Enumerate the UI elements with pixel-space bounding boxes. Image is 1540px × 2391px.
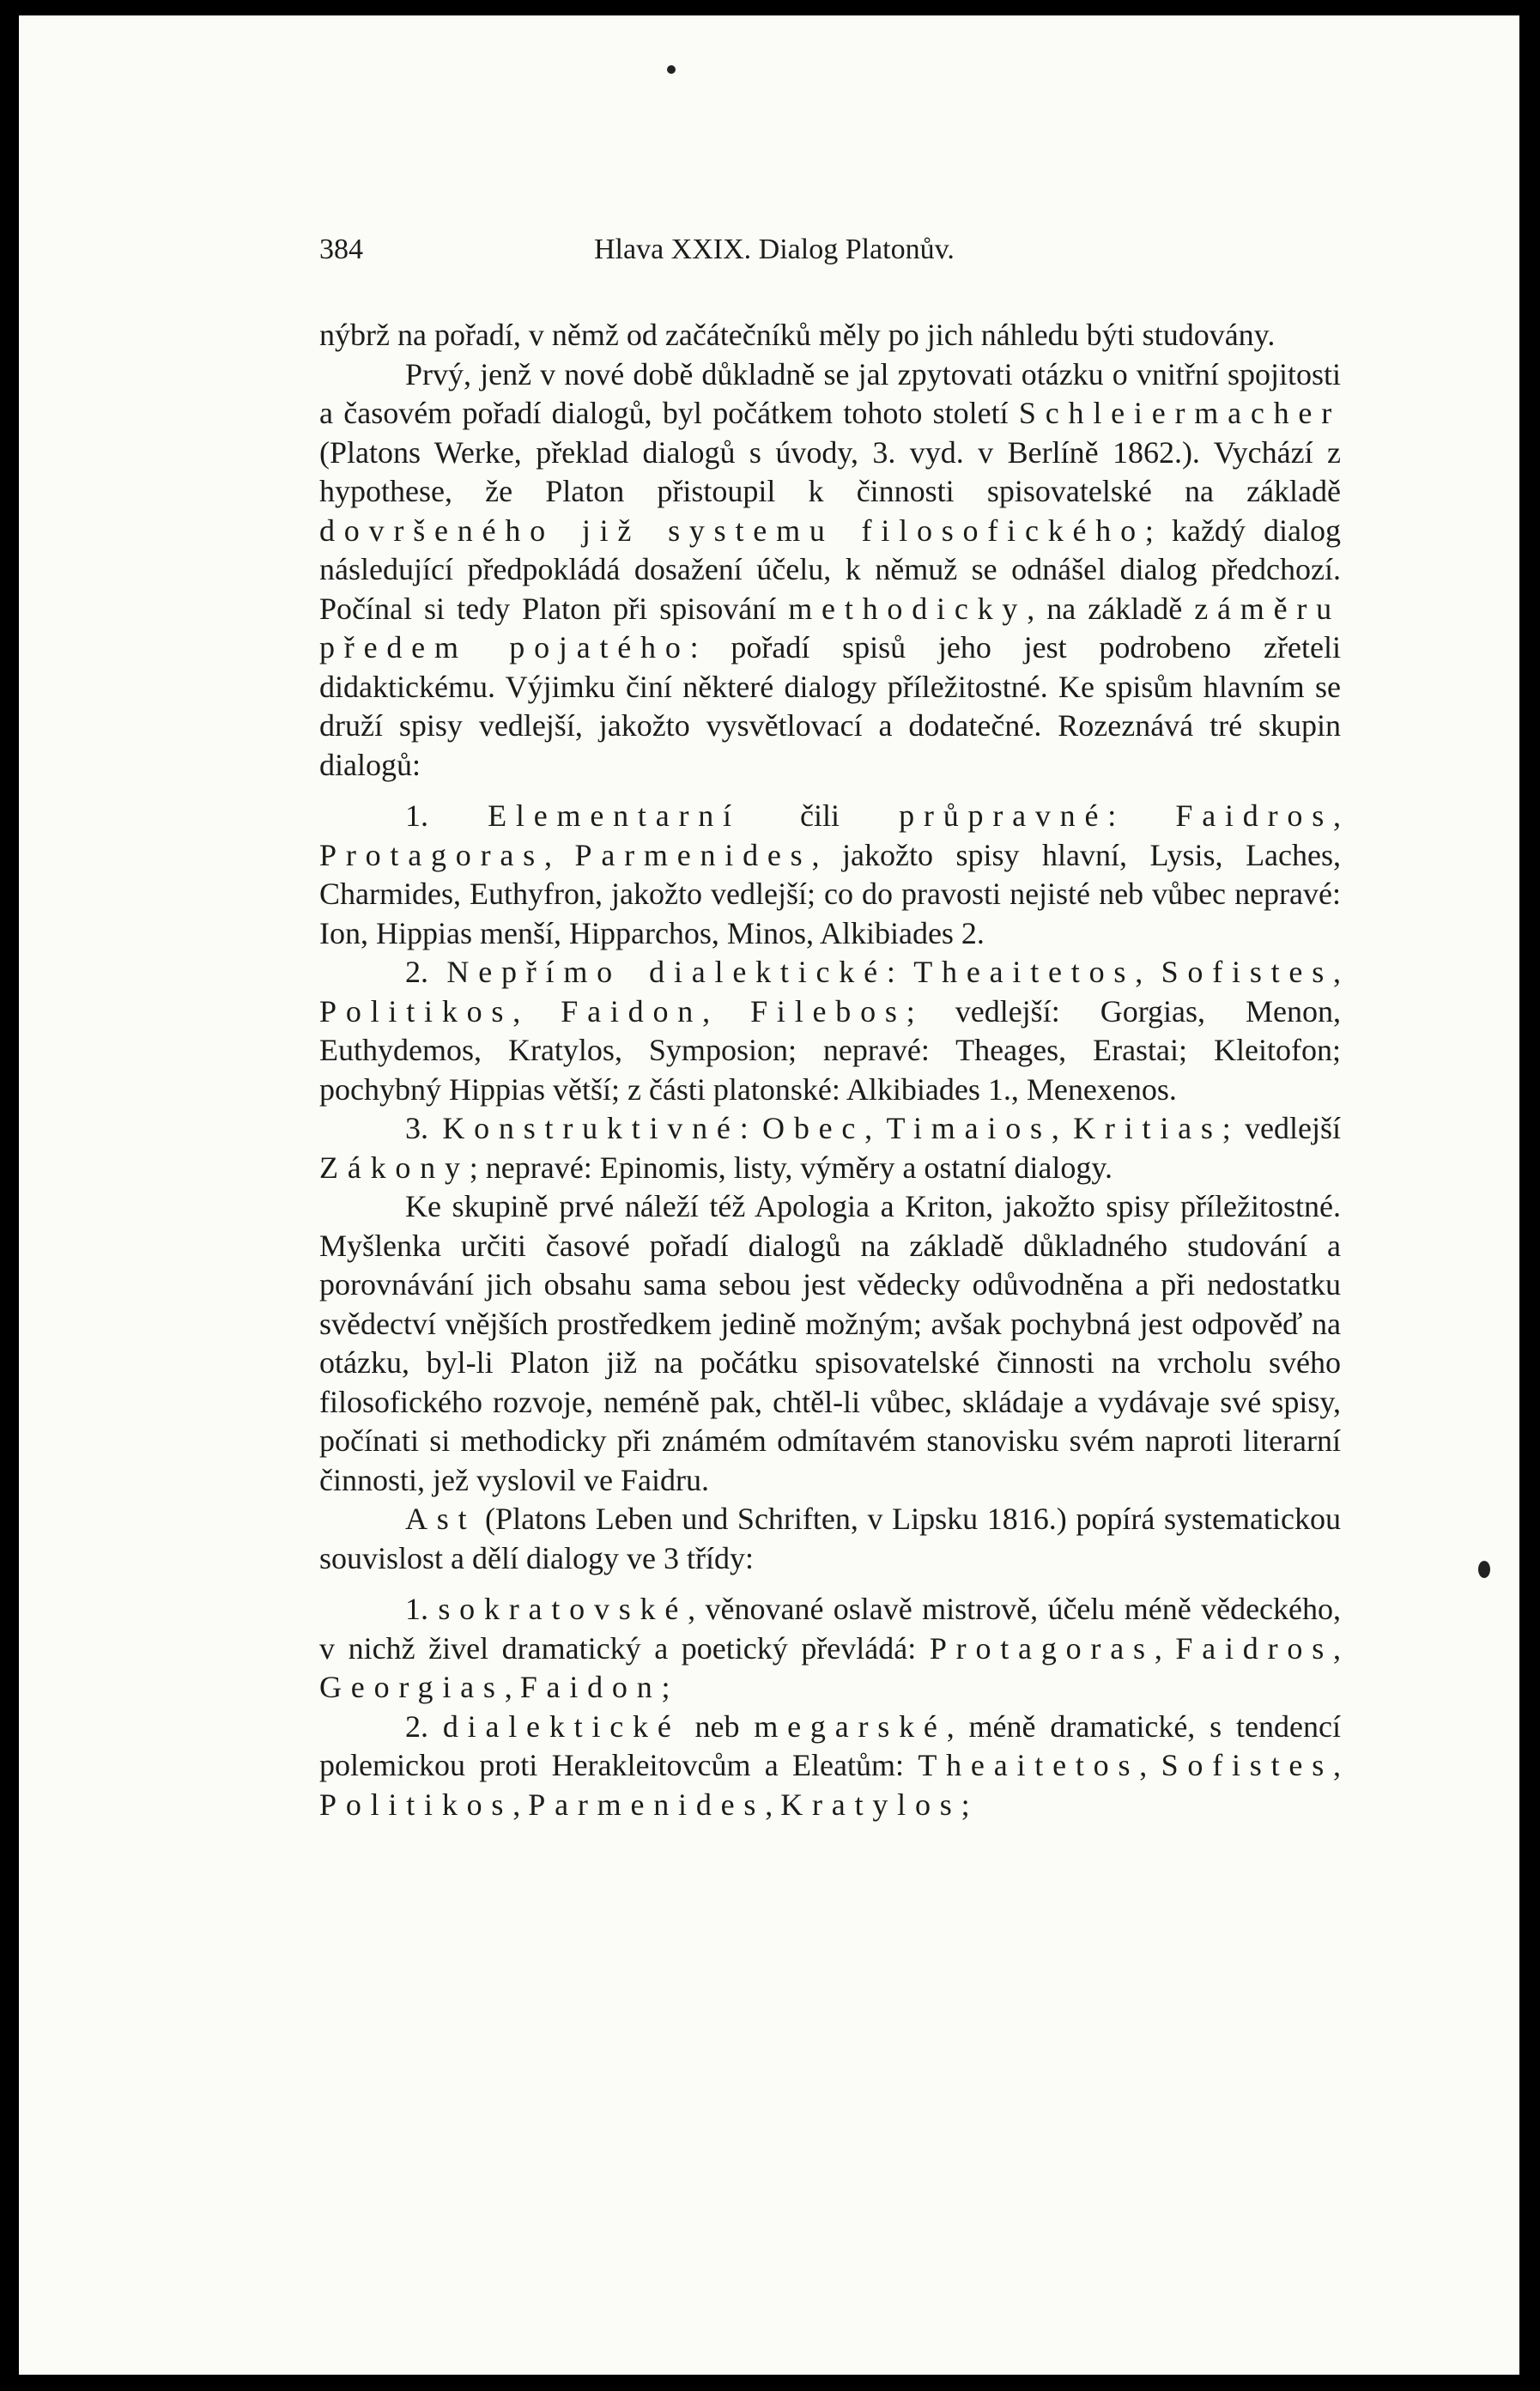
spaced-emphasis: Obec [762, 1111, 865, 1145]
paragraph [319, 953, 1341, 1109]
text-run: , [864, 1111, 887, 1145]
text-run: , [702, 993, 751, 1029]
spaced-emphasis: methodicky [788, 591, 1028, 626]
running-title: Hlava XXIX. Dialog Platonův. [594, 234, 955, 265]
paragraph [319, 1500, 1341, 1578]
text-run: čili [740, 798, 900, 833]
paragraph [319, 1708, 1341, 1825]
text-run: 2. [405, 1708, 443, 1744]
text-run: , [504, 1670, 520, 1704]
spaced-emphasis: Faidros [1175, 798, 1334, 833]
text-run: (Platons Leben und Schriften, v Lipsku 1816.) popírá systematickou souvislost a dělí dialogy ve 3 třídy: [319, 1502, 1341, 1575]
spaced-emphasis: Filebos [750, 993, 906, 1029]
text-run: : pořadí spisů jeho jest podrobeno zřeteli didaktickému. Výjimku činí některé dialogy příležitostné. Ke spisům hlavním se druží spisy vedlejší, jakožto vysvětlovací a dodatečné. Rozeznává tré skupin dialogů: [319, 630, 1341, 782]
text-run: , [1051, 1111, 1074, 1145]
text-run: : [886, 955, 914, 989]
spaced-emphasis: Theaitetos [913, 955, 1136, 989]
spaced-emphasis: dialektické [442, 1708, 681, 1744]
paragraph [319, 1187, 1341, 1500]
body-text [319, 316, 1341, 1824]
spaced-emphasis: Theaitetos [918, 1748, 1140, 1782]
spaced-emphasis: Elementarní [488, 798, 741, 833]
text-run: , [512, 993, 561, 1029]
text-run: , [1333, 798, 1342, 833]
spaced-emphasis: Kratylos [780, 1787, 961, 1822]
text-run: ; [661, 1670, 670, 1704]
text-run: , méně dramatické, s tendencí polemickou proti Herakleitovcům a Eleatům: [319, 1708, 1341, 1782]
paragraph [319, 797, 1341, 953]
text-run: Prvý, jenž v nové době důkladně se jal zpytovati otázku o vnitřní spojitosti a časovém pořadí dialogů, byl počátkem tohoto století [319, 356, 1341, 430]
spaced-emphasis: Faidros [1175, 1630, 1334, 1666]
text-run: , [512, 1787, 529, 1822]
spaced-emphasis: Politikos [319, 1787, 513, 1822]
text-run: , [1333, 1630, 1342, 1666]
text-run: , na základě [1027, 591, 1195, 626]
text-run: 1. [405, 1592, 439, 1626]
scan-speck [1478, 1561, 1490, 1578]
spaced-emphasis: Protagoras [929, 1630, 1155, 1666]
page-number: 384 [319, 234, 363, 265]
spaced-emphasis: průpravné [899, 798, 1108, 833]
text-run: ; každý dialog následující předpokládá dosažení účelu, k němuž se odnášel dialog předchozí. Počínal si tedy Platon při spisování [319, 513, 1341, 626]
text-run: , [765, 1787, 781, 1822]
paragraph [319, 1590, 1341, 1708]
text-run: 1. [405, 798, 488, 833]
text-run: Ke skupině prvé náleží též Apologia a Kriton, jakožto spisy příležitostné. Myšlenka určiti časové pořadí dialogů na základě důkladného studování a porovnávání jich obsahu sama sebou jest vědecky odůvodněna a při nedostatku svědectví vnějších prostředkem jedině možným; avšak pochybná jest odpověď na otázku, byl-li Platon již na počátku spisovatelské činnosti na vrcholu svého filosofického rozvoje, neméně pak, chtěl-li vůbec, skládaje a vydávaje své spisy, počínati si methodicky při známém odmítavém stanovisku svém naproti literarní činnosti, jež vyslovil ve Faidru. [319, 1189, 1341, 1497]
text-run: ; vedlejší [1222, 1111, 1341, 1145]
book-page [19, 15, 1519, 2375]
spaced-emphasis: Politikos [319, 993, 513, 1029]
text-run: (Platons Werke, překlad dialogů s úvody, 3. vyd. v Berlíně 1862.). Vychází z hypothese, že Platon přistoupil k činnosti spisovatelské na základě [319, 434, 1341, 508]
spaced-emphasis: Faidon [519, 1670, 662, 1704]
spaced-emphasis: Timaios [886, 1111, 1052, 1145]
spaced-emphasis: Schleiermacher [1018, 396, 1341, 430]
text-run: neb [680, 1708, 755, 1744]
spaced-emphasis: Kritias [1073, 1111, 1222, 1145]
text-run: ; vedlejší: Gorgias, Menon, Euthydemos, Kratylos, Symposion; nepravé: Theages, Erastai; Kleitofon; pochybný Hippias větší; z části platonské: Alkibiades 1., Menexenos. [319, 993, 1342, 1107]
text-run: ; nepravé: Epinomis, listy, výměry a ostatní dialogy. [469, 1150, 1113, 1185]
spaced-emphasis: Konstruktivné [442, 1111, 740, 1145]
spaced-emphasis: Sofistes [1161, 955, 1334, 989]
text-run: , [1333, 955, 1342, 989]
text-run: nýbrž na pořadí, v němž od začátečníků měly po jich náhledu býti studovány. [319, 318, 1276, 352]
text-run: 3. [405, 1111, 443, 1145]
spaced-emphasis: záměru předem pojatého [319, 591, 1341, 665]
spaced-emphasis: dovršeného již systemu filosofického [319, 513, 1145, 548]
text-run: , [1154, 1630, 1176, 1666]
text-run: ; [961, 1787, 970, 1822]
scan-speck [667, 65, 676, 74]
spaced-emphasis: Sofistes [1161, 1748, 1334, 1782]
spaced-emphasis: Protagoras [319, 837, 544, 872]
paragraph [319, 355, 1341, 786]
spaced-emphasis: Georgias [319, 1670, 505, 1704]
spaced-emphasis: Parmenides [528, 1787, 766, 1822]
text-run: : [1107, 798, 1176, 833]
spaced-emphasis: Ast [405, 1502, 476, 1536]
paragraph [319, 1109, 1341, 1187]
text-run: , jakožto spisy hlavní, Lysis, Laches, Charmides, Euthyfron, jakožto vedlejší; co do pravosti nejisté neb vůbec nepravé: Ion, Hippias menší, Hipparchos, Minos, Alkibiades 2. [319, 837, 1341, 950]
text-run: , [1139, 1748, 1161, 1782]
spaced-emphasis: Zákony [319, 1150, 470, 1185]
text-run: 2. [405, 955, 447, 989]
running-header [311, 234, 1341, 276]
spaced-emphasis: Faidon [561, 993, 703, 1029]
text-run: , [543, 837, 575, 872]
spaced-emphasis: sokratovské [438, 1592, 688, 1626]
spaced-emphasis: Parmenides [574, 837, 812, 872]
spaced-emphasis: megarské [754, 1708, 947, 1744]
spaced-emphasis: Nepřímo dialektické [446, 955, 887, 989]
paragraph [319, 316, 1341, 355]
text-run: , [1135, 955, 1161, 989]
text-run: , věnované oslavě mistrově, účelu méně vědeckého, v nichž živel dramatický a poetický převládá: [319, 1592, 1342, 1666]
text-run: , [1333, 1748, 1342, 1782]
text-run: : [739, 1111, 763, 1145]
